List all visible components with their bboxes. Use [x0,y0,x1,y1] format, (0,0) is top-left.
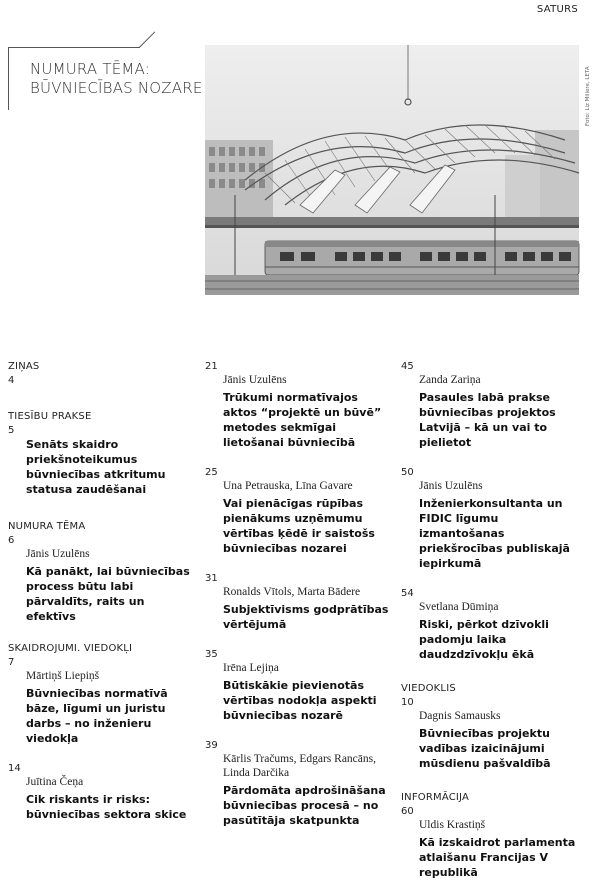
section-header-label: SATURS [536,4,578,15]
issue-theme-line-2: BŪVNIECĪBAS NOZARE [30,79,203,97]
toc-entry [8,360,193,387]
article-title-link[interactable]: Būvniecības normatīvā bāze, līgumi un juristu darbs – no inženieru viedokļa [26,687,168,745]
section-label: NUMURA TĒMA [8,521,86,532]
article-title-link[interactable]: Riski, pērkot dzīvokli padomju laika daudzdzīvokļu ēkā [419,618,549,661]
section-label: VIEDOKLIS [401,683,456,694]
article-author: Mārtiņš Liepiņš [26,670,100,682]
page-number: 60 [401,806,414,817]
article-author: Uldis Krastiņš [419,819,486,831]
issue-theme-title [30,60,203,98]
issue-theme-line-1: NUMURA TĒMA: [30,60,150,78]
page-number: 6 [8,535,15,546]
page-number: 45 [401,361,414,372]
toc-entry [8,642,193,746]
article-title-link[interactable]: Senāts skaidro priekšnoteikumus būvniecības atkritumu statusa zaudēšanai [26,438,166,496]
article-title-link[interactable]: Būvniecības projektu vadības izaicinājumi mūsdienu pašvaldībā [419,727,551,770]
decorative-frame-line [8,47,9,110]
cover-photo-train-station [205,45,579,295]
article-author: Kārlis Tračums, Edgars Rancāns, Linda Darčika [223,753,376,779]
page-number: 25 [205,467,218,478]
page-number: 35 [205,649,218,660]
page-number: 5 [8,425,15,436]
page-number: 50 [401,467,414,478]
page-number: 39 [205,740,218,751]
page-number: 10 [401,697,414,708]
article-title-link[interactable]: Cik riskants ir risks: būvniecības sektora skice [26,793,187,821]
article-author: Zanda Zariņa [419,374,481,386]
article-author: Jānis Uzulēns [26,548,90,560]
toc-column-3 [401,360,586,880]
toc-entry [205,572,390,632]
article-author: Jānis Uzulēns [419,480,483,492]
article-author: Jānis Uzulēns [223,374,287,386]
page-number: 21 [205,361,218,372]
photo-credit: Foto: Liz Millere, LETA [585,66,591,126]
toc-entry [401,791,586,880]
toc-entry [205,648,390,723]
article-title-link[interactable]: Kā izskaidrot parlamenta atlaišanu Francijas V republikā [419,836,576,879]
article-title-link[interactable]: Būtiskākie pievienotās vērtības nodokļa aspekti būvniecības nozarē [223,679,377,722]
toc-entry [401,587,586,662]
article-title-link[interactable]: Trūkumi normatīvajos aktos “projektē un būvē” metodes sekmīgai lietošanai būvniecībā [223,391,382,449]
page-number: 31 [205,573,218,584]
toc-entry [205,360,390,450]
page-number: 54 [401,588,414,599]
decorative-frame-line [8,47,140,48]
article-author: Juītina Čeņa [26,776,84,788]
article-title-link[interactable]: Inženierkonsultanta un FIDIC līgumu izmantošanas priekšrocības publiskajā iepirkumā [419,497,570,570]
article-author: Irēna Lejiņa [223,662,279,674]
toc-entry [401,466,586,571]
article-title-link[interactable]: Pārdomāta apdrošināšana būvniecības procesā – no pasūtītāja skatpunkta [223,784,386,827]
section-label: ZIŅAS [8,361,40,372]
toc-entry [8,410,193,497]
article-title-link[interactable]: Vai pienācīgas rūpības pienākums uzņēmumu vērtības ķēdē ir saistošs būvniecības nozarei [223,497,375,555]
toc-entry [8,762,193,822]
decorative-frame-line [139,31,155,47]
article-title-link[interactable]: Pasaules labā prakse būvniecības projektos Latvijā – kā un vai to pielietot [419,391,556,449]
article-author: Dagnis Samausks [419,710,501,722]
toc-entry [8,520,193,624]
article-author: Ronalds Vītols, Marta Bādere [223,586,361,598]
article-title-link[interactable]: Subjektīvisms godprātības vērtējumā [223,603,389,631]
article-title-link[interactable]: Kā panākt, lai būvniecības process būtu labi pārvaldīts, raits un efektīvs [26,565,190,623]
page-number: 7 [8,657,15,668]
section-label: INFORMĀCIJA [401,792,470,803]
toc-entry [205,466,390,556]
page-number: 4 [8,375,15,386]
toc-entry [401,682,586,771]
toc-entry [205,739,390,828]
toc-column-1 [8,360,193,822]
toc-column-2 [205,360,390,828]
article-author: Una Petrauska, Līna Gavare [223,480,353,492]
toc-entry [401,360,586,450]
section-label: SKAIDROJUMI. VIEDOKĻI [8,643,133,654]
article-author: Svetlana Dūmiņa [419,601,499,613]
page-number: 14 [8,763,21,774]
section-label: TIESĪBU PRAKSE [8,411,92,422]
